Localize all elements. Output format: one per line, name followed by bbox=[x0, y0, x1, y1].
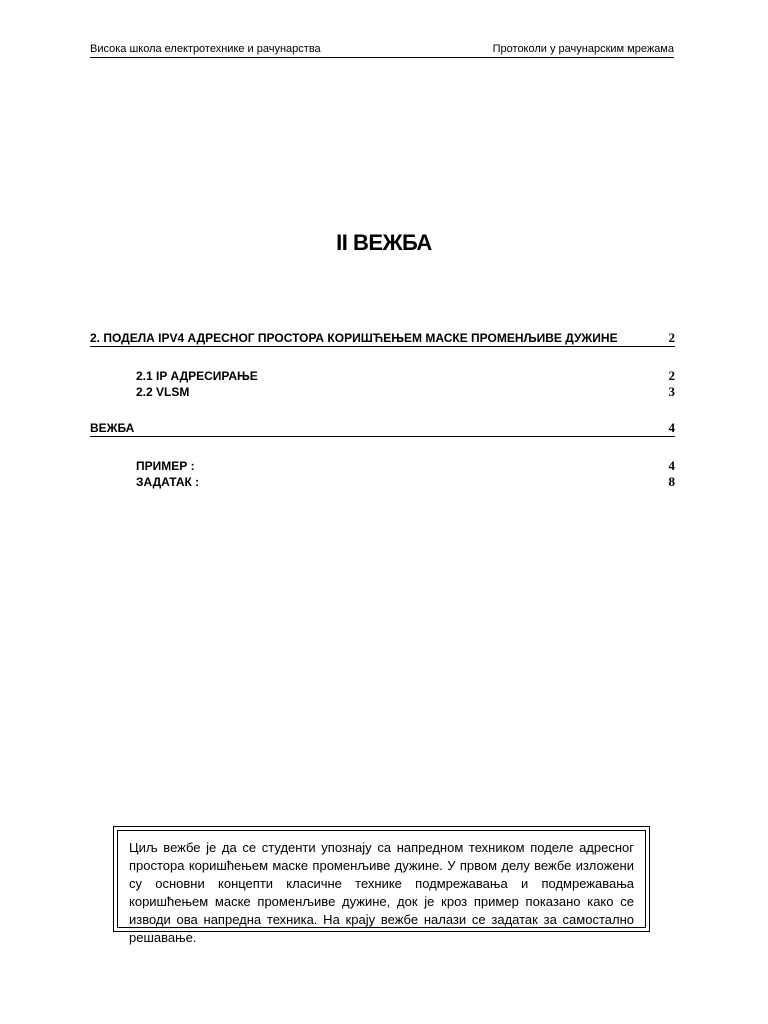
toc-label: 2.1 IP АДРЕСИРАЊЕ bbox=[136, 369, 258, 383]
toc-page-number: 2 bbox=[668, 330, 675, 345]
toc-label: 2. ПОДЕЛА IPV4 АДРЕСНОГ ПРОСТОРА КОРИШЋЕЊЕМ МАСКЕ ПРОМЕНЉИВЕ ДУЖИНЕ bbox=[90, 331, 618, 345]
toc-label: ВЕЖБА bbox=[90, 421, 135, 435]
toc-entry-2-1[interactable] bbox=[136, 369, 675, 383]
header-course: Протоколи у рачунарским мрежама bbox=[492, 43, 674, 55]
toc-label: ЗАДАТАК : bbox=[136, 475, 200, 489]
toc-page-number: 8 bbox=[668, 474, 675, 489]
toc-label: 2.2 VLSM bbox=[136, 385, 190, 399]
toc-entry-exercise[interactable] bbox=[90, 421, 675, 437]
objective-text: Циљ вежбе је да се студенти упознају са напредном техником поделе адресног простора коришћењем маске променљиве дужине. У првом делу вежбе изложени су основни концепти класичне технике подмрежавања и подмрежавања коришћењем маске променљиве дужине, док је кроз пример показано како се изводи ова напредна техника. На крају вежбе налази се задатак за самостално решавање. bbox=[117, 830, 646, 928]
toc-page-number: 2 bbox=[668, 368, 675, 383]
toc-label: ПРИМЕР : bbox=[136, 459, 195, 473]
objective-box bbox=[113, 826, 650, 945]
toc-page-number: 4 bbox=[668, 420, 675, 435]
page-title: II ВЕЖБА bbox=[336, 230, 432, 255]
toc-entry-chapter-2[interactable] bbox=[90, 331, 675, 347]
toc-entry-2-2[interactable] bbox=[136, 385, 675, 399]
toc-entry-task[interactable] bbox=[136, 475, 675, 489]
toc-page-number: 4 bbox=[668, 458, 675, 473]
toc-entry-example[interactable] bbox=[136, 459, 675, 473]
page-header bbox=[90, 43, 674, 58]
toc-page-number: 3 bbox=[668, 384, 675, 399]
header-institution: Висока школа електротехнике и рачунарства bbox=[90, 43, 321, 55]
